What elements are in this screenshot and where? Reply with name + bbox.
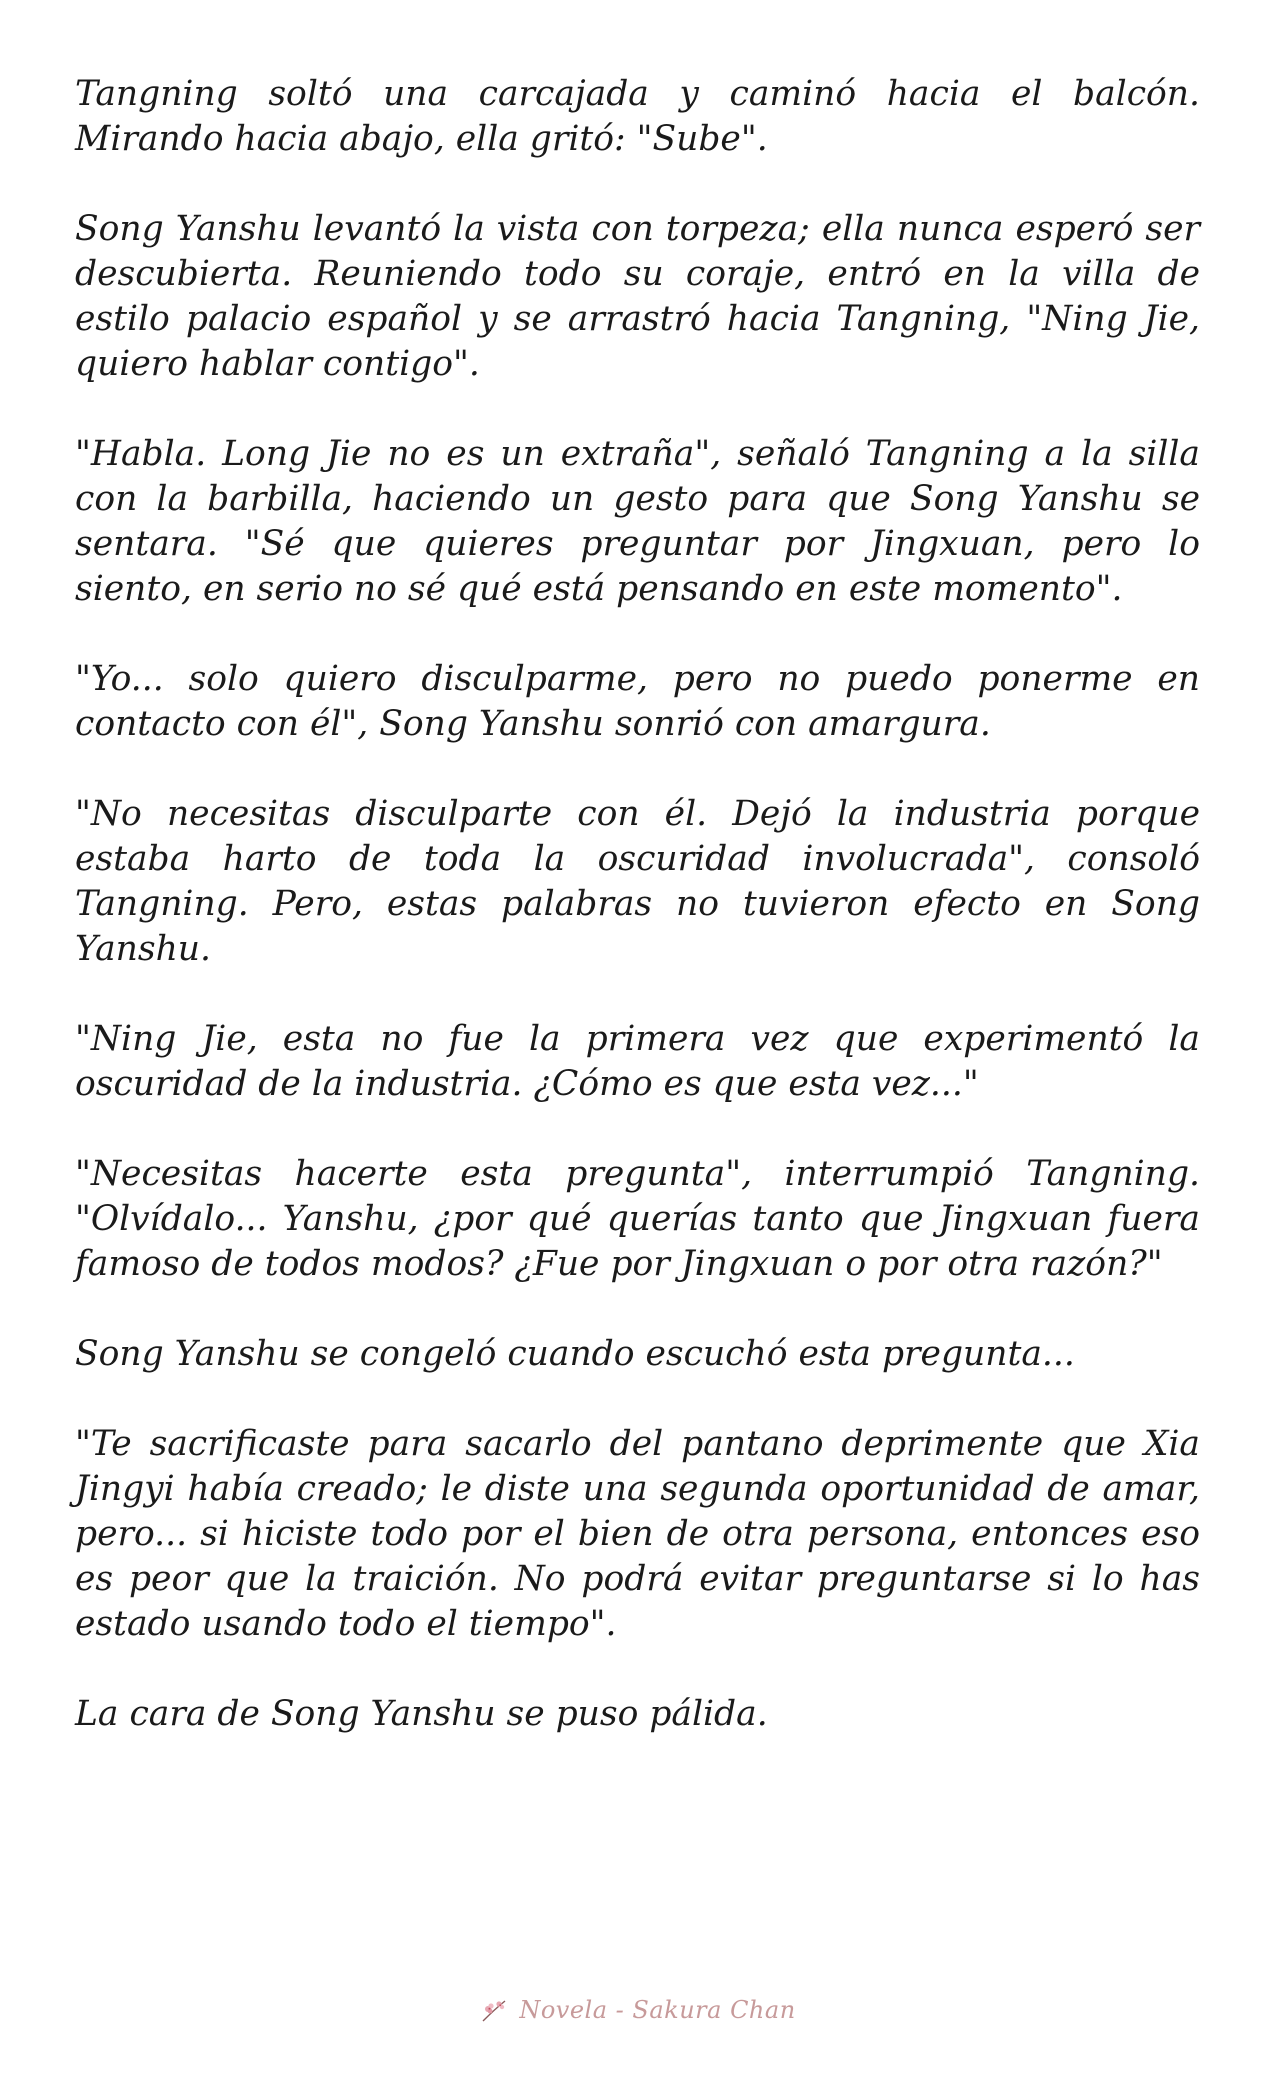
paragraph: Song Yanshu se congeló cuando escuchó esta pregunta...	[75, 1334, 1075, 1374]
paragraph: "Habla. Long Jie no es un extraña", señaló Tangning a la silla con la barbilla, haciendo un gesto para que Song Yanshu se sentara. "Sé que quieres preguntar por Jingxuan, pero lo siento, en serio no sé qué está pensando en este momento".	[75, 434, 1200, 609]
paragraph: "Necesitas hacerte esta pregunta", interrumpió Tangning. "Olvídalo... Yanshu, ¿por qué querías tanto que Jingxuan fuera famoso de todos modos? ¿Fue por Jingxuan o por otra razón?"	[75, 1154, 1200, 1284]
paragraph: La cara de Song Yanshu se puso pálida.	[75, 1694, 768, 1734]
watermark-text: Novela - Sakura Chan	[519, 1996, 796, 2024]
paragraph: "No necesitas disculparte con él. Dejó la industria porque estaba harto de toda la oscuridad involucrada", consoló Tangning. Pero, estas palabras no tuvieron efecto en Song Yanshu.	[75, 794, 1200, 969]
paragraph: "Yo... solo quiero disculparme, pero no puedo ponerme en contacto con él", Song Yanshu sonrió con amargura.	[75, 659, 1200, 744]
cherry-blossom-icon	[479, 1995, 509, 2025]
paragraph: "Ning Jie, esta no fue la primera vez que experimentó la oscuridad de la industria. ¿Cómo es que esta vez..."	[75, 1019, 1200, 1104]
paragraph: "Te sacrificaste para sacarlo del pantano deprimente que Xia Jingyi había creado; le diste una segunda oportunidad de amar, pero... si hiciste todo por el bien de otra persona, entonces eso es peor que la traición. No podrá evitar preguntarse si lo has estado usando todo el tiempo".	[75, 1424, 1200, 1644]
watermark	[0, 1995, 1275, 2030]
paragraph: Song Yanshu levantó la vista con torpeza; ella nunca esperó ser descubierta. Reuniendo todo su coraje, entró en la villa de estilo palacio español y se arrastró hacia Tangning, "Ning Jie, quiero hablar contigo".	[75, 209, 1200, 384]
chapter-text	[75, 72, 1200, 1737]
paragraph: Tangning soltó una carcajada y caminó hacia el balcón. Mirando hacia abajo, ella gritó: "Sube".	[75, 74, 1200, 159]
